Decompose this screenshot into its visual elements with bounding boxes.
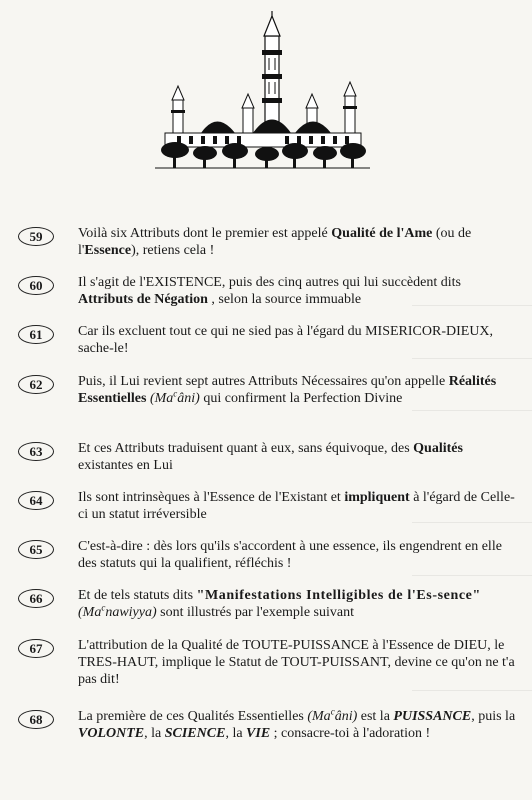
bleed-through-mark — [412, 690, 532, 692]
verse-text — [78, 637, 518, 688]
verse-text-segment: c — [101, 602, 106, 613]
verse-text-segment: Voilà six Attributs dont le premier est appelé — [78, 226, 332, 241]
verse — [18, 489, 518, 523]
verse-text-segment: à l'égard de Celle-ci un statut irréversible — [78, 490, 515, 522]
verse-text-segment: Qualité de l'Ame — [331, 226, 433, 241]
verse-text — [78, 225, 518, 259]
verse-text — [78, 323, 518, 357]
verse — [18, 323, 518, 357]
verse-number-badge: 63 — [18, 442, 54, 461]
verse-text-segment: (ou de l' — [78, 226, 472, 258]
verse — [18, 708, 518, 742]
verse-text-segment: Il s'agit de l'EXISTENCE, puis des cinq autres qui lui succèdent dits — [78, 275, 461, 290]
verse-text-segment: existantes en Lui — [78, 458, 173, 473]
verse-text-segment: c — [330, 706, 335, 717]
verse-text-segment: , la — [225, 726, 247, 741]
verse-text-segment: (Ma — [78, 605, 102, 620]
verse-text-segment: Réalités Essentielles — [78, 374, 497, 406]
verse-text — [78, 587, 518, 621]
verse — [18, 225, 518, 259]
verse-text-segment: , selon la source immuable — [207, 292, 362, 307]
verse-text-segment: Car ils excluent tout ce qui ne sied pas à l'égard du MISERICOR-DIEUX, sache-le! — [78, 324, 494, 356]
verse-number-badge: 66 — [18, 589, 54, 608]
verse-text-segment: Ils sont intrinsèques à l'Essence de l'Existant et — [78, 490, 345, 505]
verse-text-segment: nawiyya) — [105, 605, 157, 620]
verse-text-segment: La première de ces Qualités Essentielles — [78, 709, 308, 724]
verse — [18, 274, 518, 308]
verse-text-segment: âni) — [177, 391, 200, 406]
verse — [18, 440, 518, 474]
verse-text-segment: Et de tels statuts dits — [78, 588, 197, 603]
mosque-illustration — [155, 8, 370, 173]
verse-text-segment: ), retiens cela ! — [131, 243, 215, 258]
verse-text-segment: sont illustrés par l'exemple suivant — [156, 605, 354, 620]
verse-number-badge: 62 — [18, 375, 54, 394]
verse-text — [78, 489, 518, 523]
verse-text-segment: VIE — [246, 726, 271, 741]
verse-text-segment: (Ma — [149, 391, 174, 406]
verse-text-segment: Et ces Attributs traduisent quant à eux, sans équivoque, des — [78, 441, 414, 456]
verse-number-badge: 67 — [18, 639, 54, 658]
verse-text — [78, 440, 518, 474]
bleed-through-mark — [412, 575, 532, 577]
verse-text-segment: "Manifestations Intelligibles de l'Es-sence" — [196, 588, 481, 603]
verse-text-segment: ; consacre-toi à l'adoration ! — [270, 726, 431, 741]
verse-text-segment: , la — [144, 726, 165, 741]
verse-text-segment: (Ma — [307, 709, 331, 724]
verse-text-segment: VOLONTE — [78, 726, 145, 741]
verse-text-segment: PUISSANCE — [393, 709, 472, 724]
verse — [18, 637, 518, 688]
verse-text-segment: Puis, il Lui revient sept autres Attributs Nécessaires qu'on appelle — [78, 374, 449, 389]
verse-text-segment: Essence — [84, 243, 132, 258]
verse-number-badge: 59 — [18, 227, 54, 246]
verse-text-segment: qui confirment la Perfection Divine — [199, 391, 403, 406]
verse-number-badge: 60 — [18, 276, 54, 295]
verse-number-badge: 65 — [18, 540, 54, 559]
verse-text-segment: L'attribution de la Qualité de TOUTE-PUISSANCE à l'Essence de DIEU, le TRES-HAUT, implique le Statut de TOUT-PUISSANT, devine ce qu'on ne t'a pas dit! — [78, 638, 515, 687]
verse-text — [78, 373, 518, 407]
verse-text-segment: âni) — [334, 709, 358, 724]
verse-number-badge: 61 — [18, 325, 54, 344]
verse-text-segment: Attributs de Négation — [78, 292, 208, 307]
verse — [18, 373, 518, 407]
verse-text — [78, 274, 518, 308]
verse-number-badge: 64 — [18, 491, 54, 510]
verse-text-segment: C'est-à-dire : dès lors qu'ils s'accordent à une essence, ils engendrent en elle des statuts qui la qualifient, réfléchis ! — [78, 539, 502, 571]
verse-text-segment: SCIENCE — [164, 726, 226, 741]
verse-text — [78, 538, 518, 572]
verse-text-segment: c — [173, 388, 178, 399]
verse — [18, 587, 518, 621]
verse — [18, 538, 518, 572]
verse-text-segment: Qualités — [413, 441, 463, 456]
verse-text — [78, 708, 518, 742]
verse-number-badge: 68 — [18, 710, 54, 729]
bleed-through-mark — [412, 358, 532, 360]
bleed-through-mark — [412, 410, 532, 412]
verse-text-segment: est la — [357, 709, 394, 724]
verse-text-segment: impliquent — [344, 490, 410, 505]
verse-text-segment: , puis la — [471, 709, 516, 724]
